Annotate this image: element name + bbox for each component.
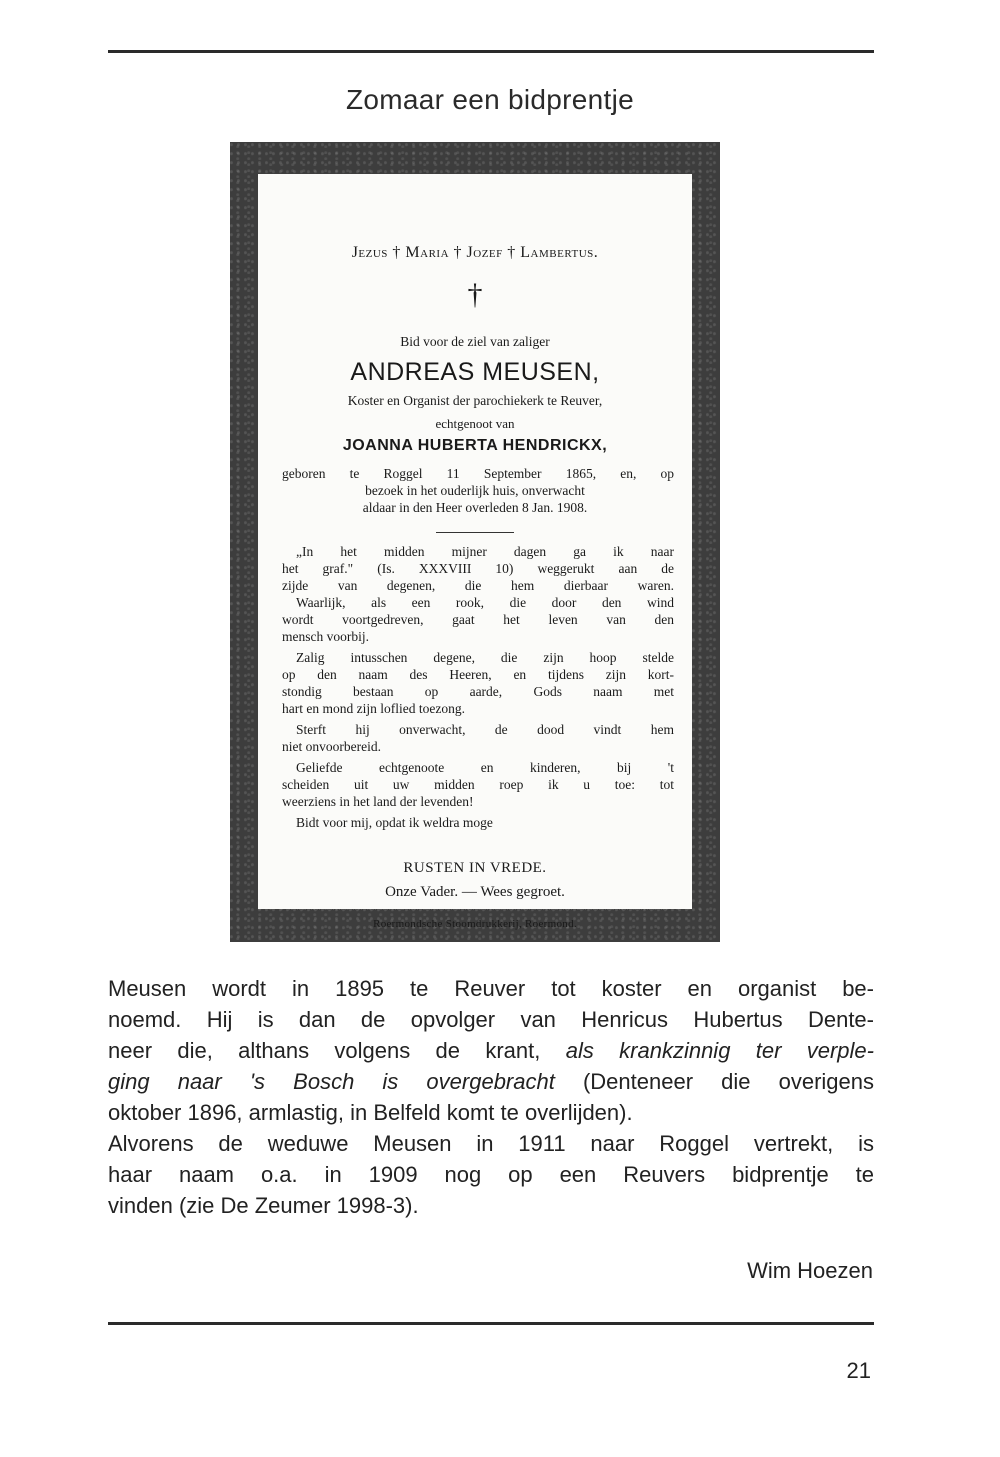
card-verse-line: zijde van degenen, die hem dierbaar waren. <box>282 578 674 593</box>
card-dotted-divider <box>288 909 666 910</box>
prayer-card-image <box>230 142 720 942</box>
body-quote: ging naar 's Bosch is overgebracht <box>108 1069 555 1094</box>
card-divider <box>436 532 514 533</box>
card-verse-line: scheiden uit uw midden roep ik u toe: tot <box>282 777 674 792</box>
body-line: Alvorens de weduwe Meusen in 1911 naar Roggel vertrekt, is <box>108 1131 874 1156</box>
author-signature: Wim Hoezen <box>747 1258 873 1283</box>
card-role: Koster en Organist der parochiekerk te Reuver, <box>347 393 603 408</box>
card-spouse-intro: echtgenoot van <box>435 416 515 431</box>
card-verse-line: Waarlijk, als een rook, die door den wind <box>296 595 674 610</box>
card-bio-line: aldaar in den Heer overleden 8 Jan. 1908. <box>362 500 588 515</box>
card-verse-line: het graf." (Is. XXXVIII 10) weggerukt aan de <box>282 561 674 576</box>
card-verse-line: Zalig intusschen degene, die zijn hoop stelde <box>296 650 674 665</box>
bottom-rule <box>108 1322 874 1325</box>
card-closing-rest: RUSTEN IN VREDE. <box>403 860 547 876</box>
card-verse-line: „In het midden mijner dagen ga ik naar <box>296 544 674 559</box>
card-deceased-name: ANDREAS MEUSEN, <box>350 358 600 386</box>
body-text: (Denteneer die overigens <box>554 1069 874 1094</box>
card-spouse-name: JOANNA HUBERTA HENDRICKX, <box>342 437 608 454</box>
page-number: 21 <box>846 1358 871 1383</box>
body-quote: als krankzinnig ter verple- <box>565 1038 874 1063</box>
body-text: neer die, althans volgens de krant, <box>108 1038 566 1063</box>
prayer-card <box>258 174 692 930</box>
card-verse-line: weerziens in het land der levenden! <box>282 794 474 809</box>
top-rule <box>108 50 874 53</box>
card-verse-line: Geliefde echtgenoote en kinderen, bij 't <box>296 760 674 775</box>
card-verse-line: stondig bestaan op aarde, Gods naam met <box>282 684 674 699</box>
body-line: vinden (zie De Zeumer 1998-3). <box>108 1193 419 1218</box>
card-verse-line: op den naam des Heeren, en tijdens zijn kort- <box>282 667 674 682</box>
cross-icon: † <box>467 278 483 311</box>
card-verse-line: niet onvoorbereid. <box>282 739 381 754</box>
body-line: noemd. Hij is dan de opvolger van Henricus Hubertus Dente- <box>108 1007 874 1032</box>
card-verse-line: Bidt voor mij, opdat ik weldra moge <box>296 815 493 830</box>
card-holy-names: Jezus † Maria † Jozef † Lambertus. <box>351 244 599 261</box>
card-verse-line: Sterft hij onverwacht, de dood vindt hem <box>296 722 674 737</box>
card-printer: Roermondsche Stoomdrukkerij, Roermond. <box>373 918 577 930</box>
card-prayer-line: Bid voor de ziel van zaliger <box>400 334 550 349</box>
body-line: oktober 1896, armlastig, in Belfeld komt te overlijden). <box>108 1100 633 1125</box>
page-title: Zomaar een bidprentje <box>345 84 635 115</box>
card-verse-line: wordt voortgedreven, gaat het leven van den <box>282 612 674 627</box>
card-verse-line: hart en mond zijn loflied toezong. <box>282 701 465 716</box>
card-closing-prayers: Onze Vader. — Wees gegroet. <box>385 884 565 900</box>
body-line: haar naam o.a. in 1909 nog op een Reuvers bidprentje te <box>108 1162 874 1187</box>
card-bio-line: geboren te Roggel 11 September 1865, en, op <box>282 466 674 481</box>
card-bio-line: bezoek in het ouderlijk huis, onverwacht <box>365 483 585 498</box>
card-verse-line: mensch voorbij. <box>282 629 369 644</box>
body-line <box>108 1066 874 1097</box>
body-line <box>108 1035 874 1066</box>
body-line: Meusen wordt in 1895 te Reuver tot koster en organist be- <box>108 976 874 1001</box>
